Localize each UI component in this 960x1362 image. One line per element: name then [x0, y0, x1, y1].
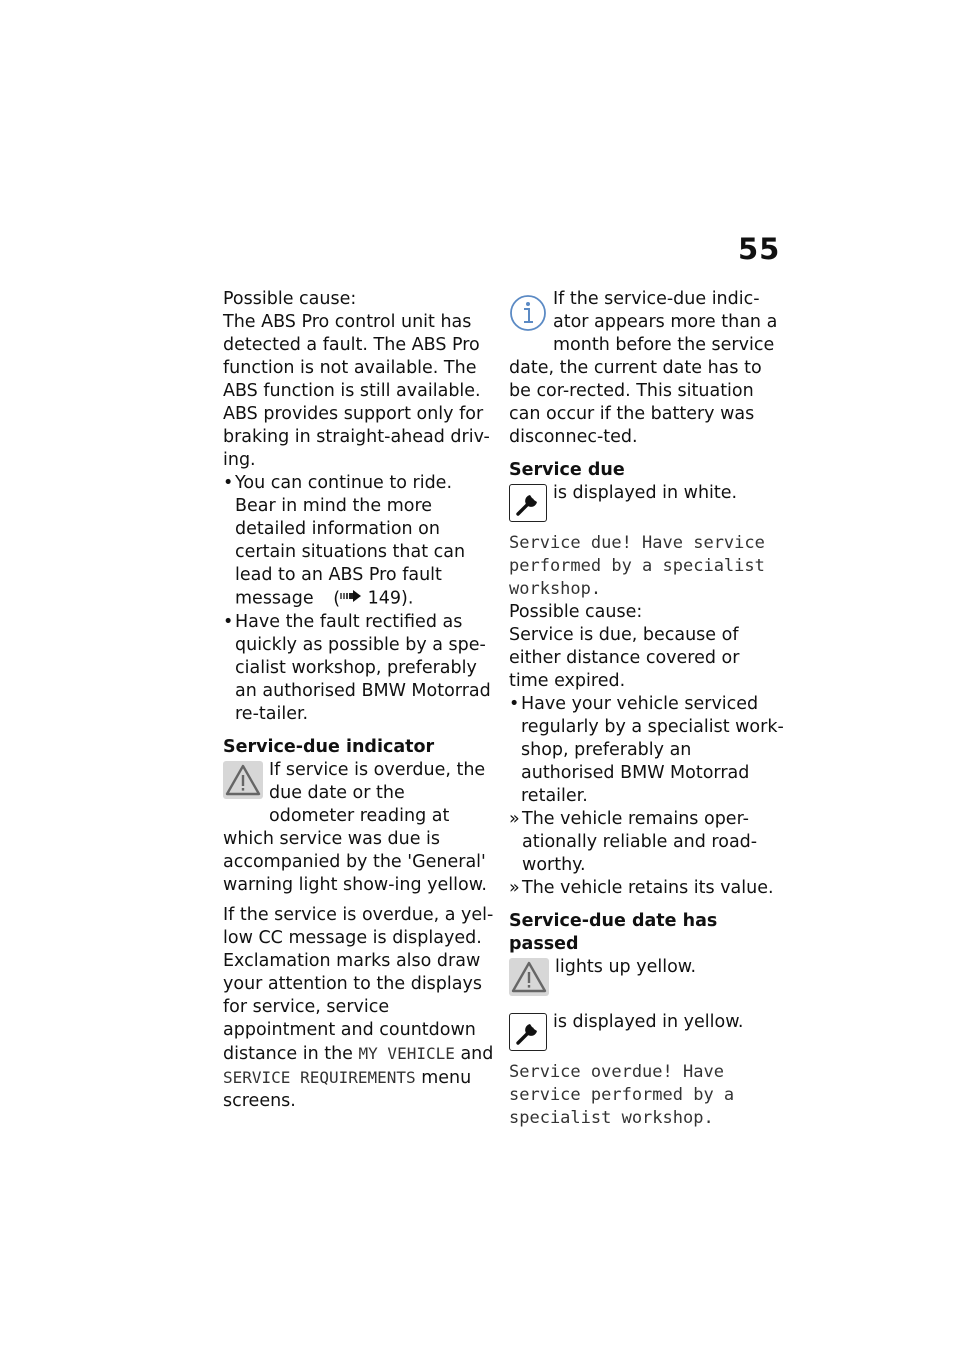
warning-note-text: If service is overdue, the due date or the odometer reading at which service was due is accompanied by the 'General' warning light show-ing yellow.	[223, 759, 487, 895]
action-list	[223, 472, 495, 726]
right-column	[509, 288, 784, 1130]
service-cause-text: Service is due, because of either distance covered or time expired.	[509, 625, 740, 691]
possible-cause-label: Possible cause:	[223, 289, 357, 309]
section-heading-service-due: Service due	[509, 460, 625, 480]
section-heading-service-due-passed: Service-due date has passed	[509, 911, 718, 954]
possible-cause-label: Possible cause:	[509, 602, 643, 622]
list-item-text: You can continue to ride. Bear in mind the more detailed information on certain situations that can lead to an ABS Pro fault message	[235, 473, 466, 609]
list-item: • Have your vehicle serviced regularly by a specialist work-shop, preferably an authorised BMW Motorrad retailer.	[509, 693, 784, 808]
wrench-icon	[509, 1013, 547, 1051]
info-note	[509, 288, 784, 449]
overdue-text-body: If the service is overdue, a yel-low CC message is displayed. Exclamation marks also draw your attention to the displays for service, service appointment and countdown distance in the	[223, 904, 494, 1064]
warning-triangle-icon	[509, 958, 549, 1003]
menu-name-service-requirements: SERVICE REQUIREMENTS	[223, 1067, 416, 1087]
wrench-white-text: is displayed in white.	[553, 483, 738, 503]
page-number: 55	[738, 232, 781, 266]
and-word: and	[460, 1043, 494, 1064]
wrench-note-white	[509, 482, 784, 505]
list-item-text: Have the fault rectified as quickly as possible by a spe-cialist workshop, preferably an authorised BMW Motorrad re-tailer.	[235, 611, 491, 724]
warning-light-text: lights up yellow.	[555, 957, 697, 977]
abs-cause-text: The ABS Pro control unit has detected a fault. The ABS Pro function is not available. The ABS function is still available. ABS provides support only for braking in straight-ahead driv-ing.	[223, 312, 490, 470]
warning-triangle-icon	[223, 761, 263, 806]
page-reference-arrow-icon	[340, 587, 362, 610]
result-item: » The vehicle retains its value.	[509, 877, 784, 900]
result-item: » The vehicle remains oper-ationally reliable and road-worthy.	[509, 808, 784, 877]
warning-light-note	[509, 956, 784, 979]
display-message-service-due: Service due! Have service performed by a specialist workshop.	[509, 533, 765, 599]
list-item	[223, 611, 495, 726]
section-heading-service-due-indicator: Service-due indicator	[223, 736, 435, 757]
left-column	[223, 288, 495, 1113]
wrench-icon	[509, 484, 547, 522]
reference-open: (	[333, 588, 341, 609]
wrench-yellow-text: is displayed in yellow.	[553, 1012, 744, 1032]
reference-page: 149).	[367, 588, 414, 609]
overdue-text	[223, 904, 495, 1113]
menu-name-my-vehicle: MY VEHICLE	[358, 1043, 455, 1063]
display-message-service-overdue: Service overdue! Have service performed by a specialist workshop.	[509, 1062, 735, 1128]
info-note-text: If the service-due indic-ator appears more than a month before the service date, the current date has to be cor-rected. This situation can occur if the battery was disconnec-ted.	[509, 289, 778, 447]
wrench-note-yellow	[509, 1011, 784, 1034]
info-icon	[509, 294, 547, 339]
list-item	[223, 472, 495, 611]
menu-suffix: menu screens.	[223, 1067, 472, 1111]
warning-note	[223, 759, 495, 897]
action-list	[509, 693, 784, 900]
